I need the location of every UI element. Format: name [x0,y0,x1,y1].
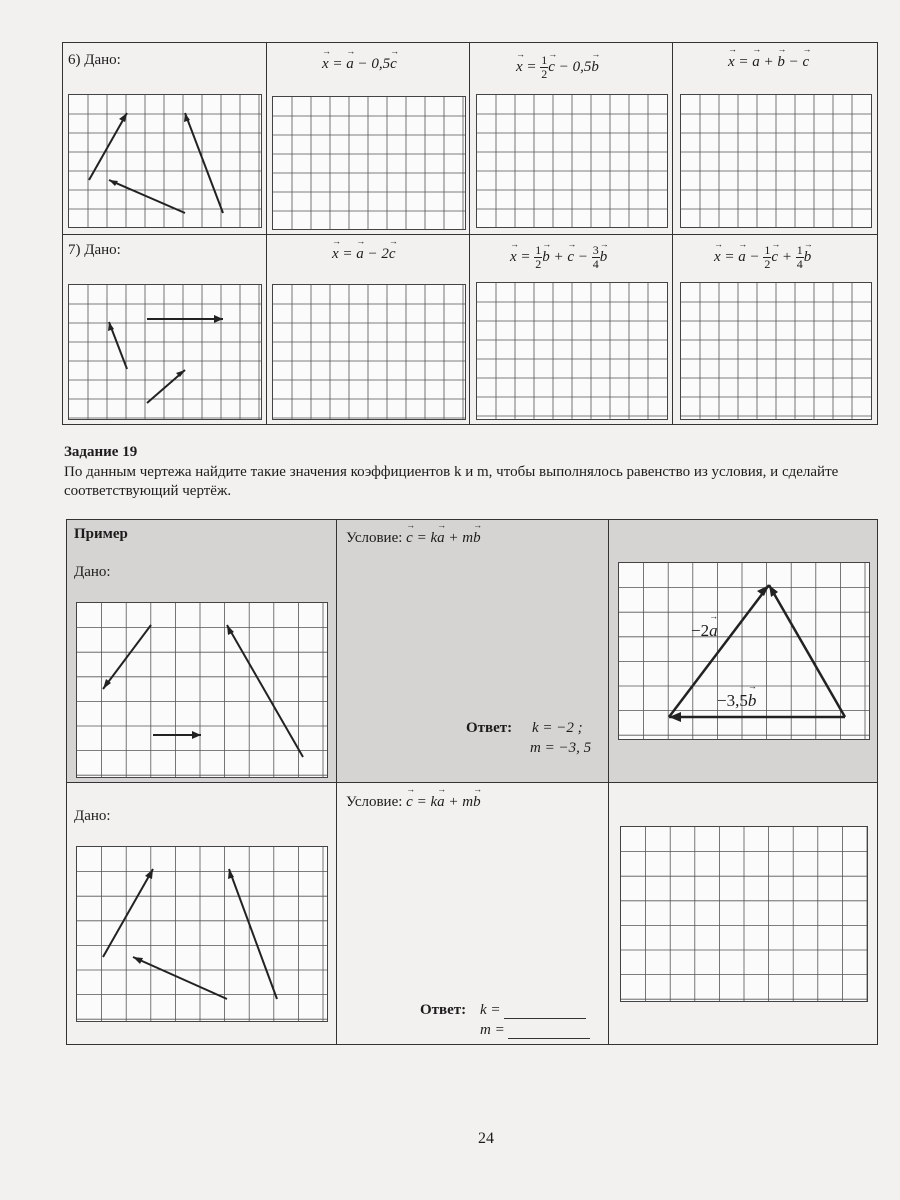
vector-c-arrowhead [769,585,778,597]
example-solution-grid [618,562,870,740]
vector-a [103,869,153,957]
example-given-grid [76,602,328,778]
task-answer-label: Ответ: [420,1002,467,1018]
example-given-label: Дано: [74,564,111,580]
vector-minus-2a-arrowhead [757,585,769,596]
task6-given-drawing [69,95,261,227]
task6-given-grid [68,94,262,228]
task19-title: Задание 19 [64,444,138,460]
vector-a-arrowhead [145,869,153,879]
vector-b [109,180,185,213]
vector-a [89,113,127,180]
example-label: Пример [74,526,128,542]
task-given-label: Дано: [74,808,111,824]
vector-b-arrowhead [133,957,143,964]
task7-given-label: 7) Дано: [68,242,121,258]
task6-grid-1 [272,96,466,230]
answer-k-line[interactable] [504,1006,586,1019]
task6-formula-2: → x = $\frac{1}{2}\to c - 0,5\to b$ [516,54,599,81]
task7-grid-2 [476,282,668,420]
example-answer-k: k = −2 ; [532,720,583,736]
task6-formula-3: → x = → a + → b − → c [728,54,809,71]
task-condition: Условие: → c = k→ a + m→ b [346,794,481,811]
vector-b-arrowhead [109,180,118,186]
example-answer-label: Ответ: [466,720,513,736]
grid-lines [69,95,261,227]
page-number: 24 [478,1130,494,1147]
vector-a [103,625,151,689]
task19-text: По данным чертежа найдите такие значения коэффициентов k и m, чтобы выполнялось равенство из условия, и сделайте соответствующий чертёж. [64,464,839,499]
vector-c [227,625,303,757]
vector-c [769,585,845,717]
task-given-grid [76,846,328,1022]
example-solution-drawing [619,563,869,739]
solution-label-minus-3-5b: −3,5→ b [717,691,756,711]
vector-b [133,957,227,999]
task6-grid-2 [476,94,668,228]
task7-grid-1 [272,284,466,420]
vector-c [229,869,277,999]
vector-c [185,113,223,213]
task-solution-grid [620,826,868,1002]
task-given-drawing [77,847,327,1021]
example-answer-m: m = −3, 5 [530,740,592,756]
task7-given-drawing [69,285,261,419]
task7-formula-3: → x = → a − $\frac{1}{2}\to c$ + $\frac{1}{4}\to b$ [714,244,811,271]
task7-given-grid [68,284,262,420]
task7-formula-1: → x = → a − 2→ c [332,246,396,263]
answer-m-line[interactable] [508,1026,590,1039]
vector-b-arrowhead [214,315,223,323]
task6-formula-1: → x = → a − 0,5→ c [322,56,397,73]
example-condition: Условие: → c = k→ a + m→ b [346,530,481,547]
task7-formula-2: → x = $\frac{1}{2}\to b$ + → c − $\frac{3}{4}\to b$ [510,244,607,271]
task-answer-k[interactable]: k = [480,1002,586,1019]
task6-given-label: 6) Дано: [68,52,121,68]
task7-grid-3 [680,282,872,420]
solution-label-minus-2a: −2→ a [691,621,718,641]
task-answer-m[interactable]: m = [480,1022,590,1039]
example-given-drawing [77,603,327,777]
task6-grid-3 [680,94,872,228]
